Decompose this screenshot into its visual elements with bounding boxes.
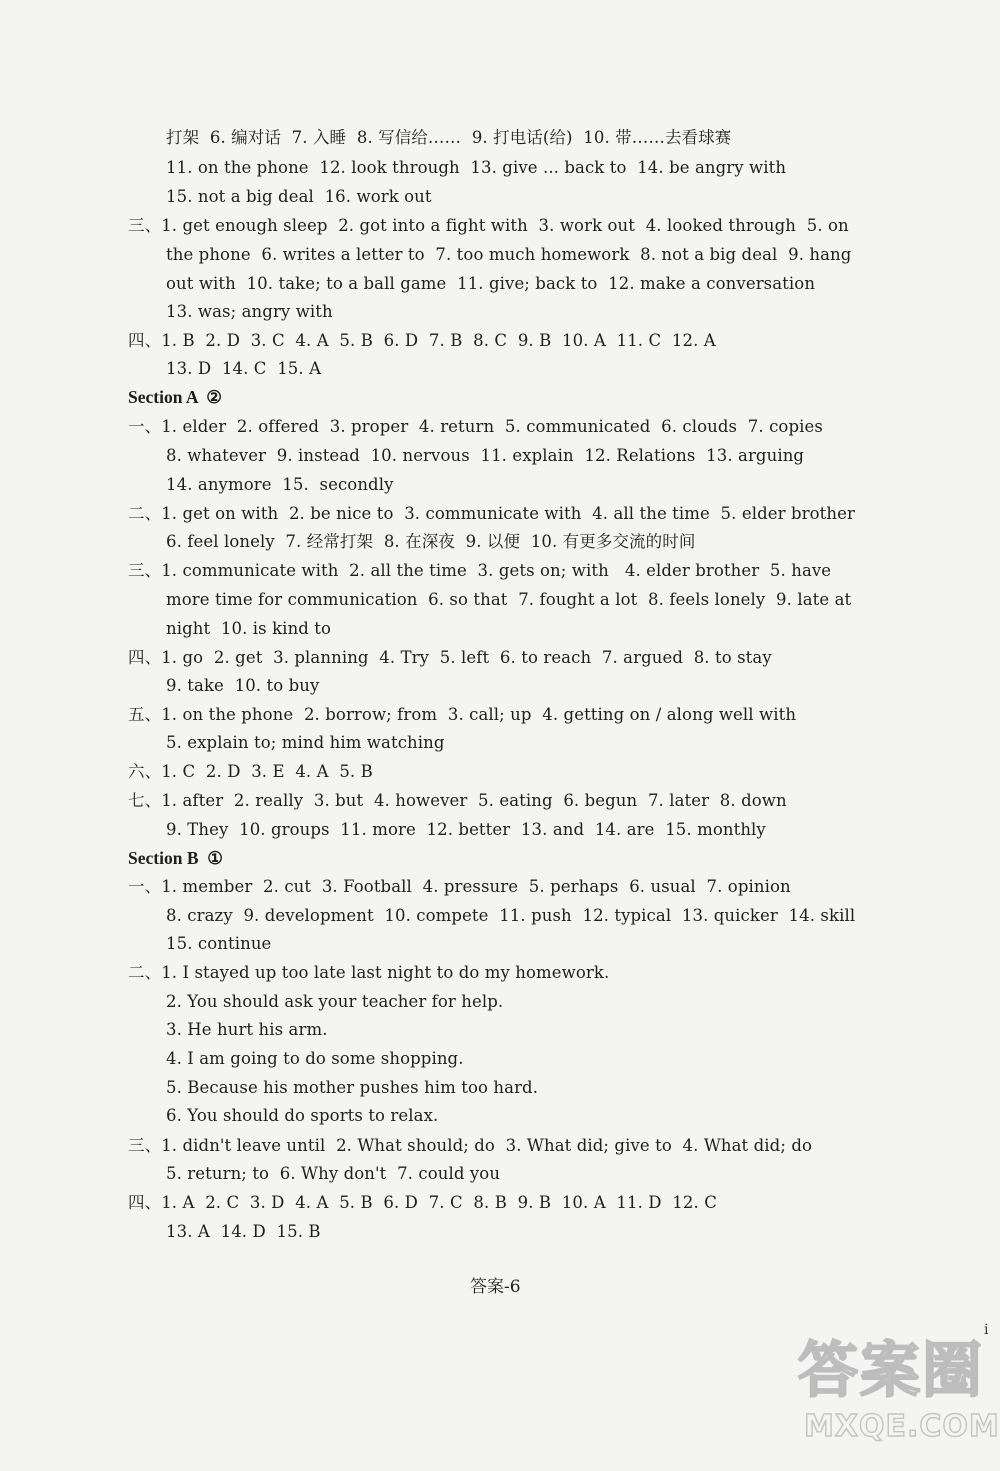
- answer-line: 六、1. C 2. D 3. E 4. A 5. B: [128, 762, 373, 781]
- watermark: [788, 1323, 1000, 1463]
- answer-line: 四、1. B 2. D 3. C 4. A 5. B 6. D 7. B 8. C 9. B 10. A 11. C 12. A: [128, 331, 716, 350]
- answer-line: 9. They 10. groups 11. more 12. better 13. and 14. are 15. monthly: [166, 820, 766, 839]
- watermark-url: MXQE.COM: [804, 1409, 1000, 1444]
- answer-line: 8. whatever 9. instead 10. nervous 11. explain 12. Relations 13. arguing: [166, 446, 805, 465]
- answer-line: 2. You should ask your teacher for help.: [166, 992, 504, 1011]
- answer-line: 5. return; to 6. Why don't 7. could you: [166, 1164, 501, 1183]
- answer-line: 6. You should do sports to relax.: [166, 1106, 439, 1125]
- answer-line: 一、1. elder 2. offered 3. proper 4. return 5. communicated 6. clouds 7. copies: [128, 417, 823, 436]
- page-number: 答案-6: [470, 1277, 521, 1297]
- answer-line: 一、1. member 2. cut 3. Football 4. pressure 5. perhaps 6. usual 7. opinion: [128, 877, 791, 896]
- answer-line: 15. not a big deal 16. work out: [166, 187, 432, 206]
- watermark-logo: 答案圈: [798, 1336, 984, 1406]
- answer-line: 四、1. go 2. get 3. planning 4. Try 5. left 6. to reach 7. argued 8. to stay: [128, 648, 772, 667]
- answer-line: 13. was; angry with: [166, 302, 333, 321]
- answer-line: 三、1. communicate with 2. all the time 3. gets on; with 4. elder brother 5. have: [128, 561, 832, 580]
- answer-line: 5. explain to; mind him watching: [166, 733, 445, 752]
- corner-mark: i: [984, 1322, 989, 1338]
- answer-line: 七、1. after 2. really 3. but 4. however 5. eating 6. begun 7. later 8. down: [128, 791, 787, 810]
- section-heading: Section A ②: [128, 387, 222, 407]
- answer-line: more time for communication 6. so that 7. fought a lot 8. feels lonely 9. late at: [166, 590, 852, 609]
- answer-line: 3. He hurt his arm.: [166, 1020, 328, 1039]
- answer-line: 15. continue: [166, 934, 272, 953]
- answer-line: 五、1. on the phone 2. borrow; from 3. call; up 4. getting on / along well with: [128, 705, 797, 724]
- answer-line: 14. anymore 15. secondly: [166, 475, 394, 494]
- answer-line: out with 10. take; to a ball game 11. give; back to 12. make a conversation: [166, 274, 816, 293]
- answer-line: 11. on the phone 12. look through 13. give ... back to 14. be angry with: [166, 158, 787, 177]
- answer-line: 8. crazy 9. development 10. compete 11. push 12. typical 13. quicker 14. skill: [166, 906, 856, 925]
- section-heading: Section B ①: [128, 848, 223, 868]
- answer-line: 5. Because his mother pushes him too hard.: [166, 1078, 539, 1097]
- answer-line: the phone 6. writes a letter to 7. too much homework 8. not a big deal 9. hang: [166, 245, 852, 264]
- answer-line: 4. I am going to do some shopping.: [166, 1049, 464, 1068]
- answer-line: night 10. is kind to: [166, 619, 332, 638]
- answer-line: 二、1. get on with 2. be nice to 3. communicate with 4. all the time 5. elder brother: [128, 504, 855, 523]
- answer-line: 二、1. I stayed up too late last night to do my homework.: [128, 963, 610, 982]
- answer-line: 四、1. A 2. C 3. D 4. A 5. B 6. D 7. C 8. B 9. B 10. A 11. D 12. C: [128, 1193, 717, 1212]
- answer-line: 三、1. get enough sleep 2. got into a fight with 3. work out 4. looked through 5. on: [128, 216, 849, 235]
- answer-line: 13. D 14. C 15. A: [166, 359, 322, 378]
- answer-line: 三、1. didn't leave until 2. What should; do 3. What did; give to 4. What did; do: [128, 1136, 813, 1155]
- answer-line: 13. A 14. D 15. B: [166, 1222, 321, 1241]
- answer-line: 9. take 10. to buy: [166, 676, 320, 695]
- answer-line: 6. feel lonely 7. 经常打架 8. 在深夜 9. 以便 10. 有更多交流的时间: [166, 532, 696, 551]
- answer-line: 打架 6. 编对话 7. 入睡 8. 写信给…… 9. 打电话(给) 10. 带……去看球赛: [166, 128, 732, 147]
